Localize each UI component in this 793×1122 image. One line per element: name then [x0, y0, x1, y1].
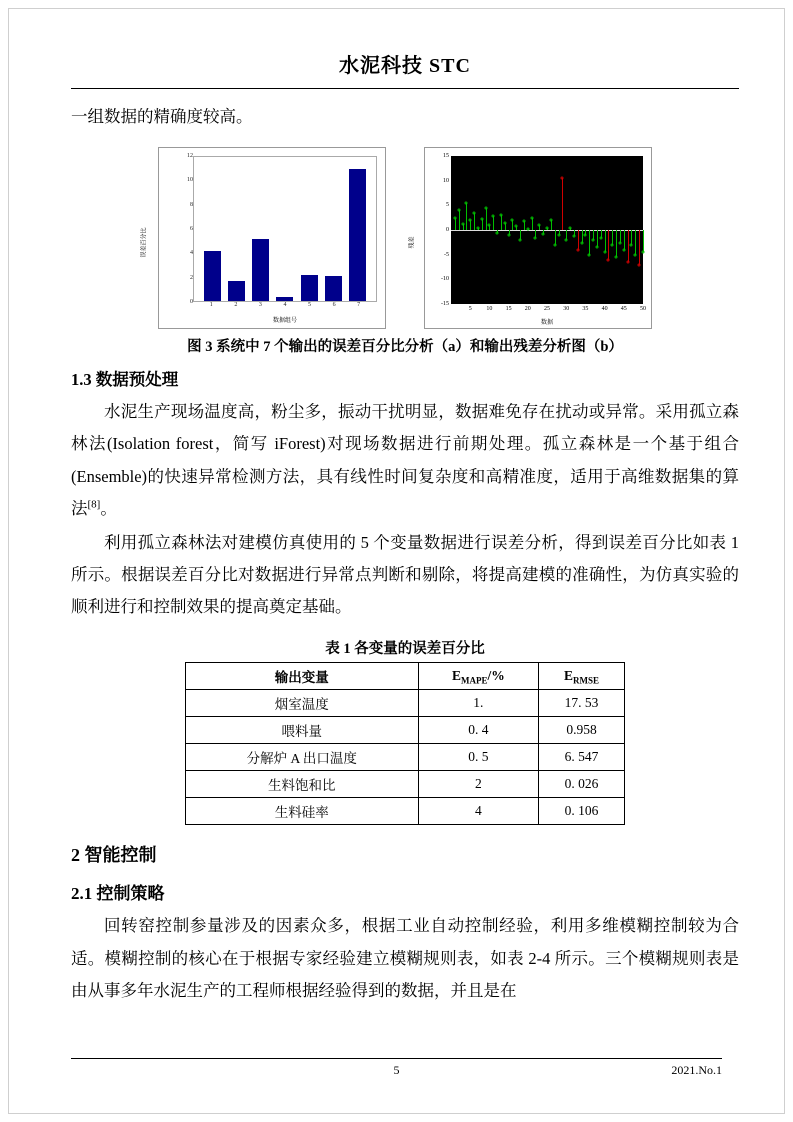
bar-xtick-4: 4 — [283, 302, 287, 309]
res-ytick-m10: -10 — [441, 276, 449, 283]
res-ytick-0: 0 — [446, 227, 449, 234]
residual-point — [453, 216, 456, 219]
figure-b-residual-chart — [409, 147, 652, 329]
cell-rmse: 0. 106 — [539, 798, 625, 825]
residual-stem — [616, 230, 617, 257]
cell-mape: 1. — [418, 690, 539, 717]
paragraph-3: 回转窑控制参量涉及的因素众多，根据工业自动控制经验，利用多维模糊控制较为合适。模糊控制的核心在于根据专家经验建立模糊规则表，如表 2-4 所示。三个模糊规则表是由从事多年水泥生产的工程师根据经验得到的数据，并且是在 — [71, 916, 739, 1000]
residual-point — [611, 243, 614, 246]
res-xtick-10: 10 — [486, 306, 493, 313]
table-1-title: 表 1 各变量的误差百分比 — [325, 641, 485, 658]
residual-point — [538, 224, 541, 227]
bar-ytick-12: 12 — [187, 153, 193, 160]
residual-point — [530, 216, 533, 219]
cell-variable: 烟室温度 — [186, 690, 419, 717]
cell-mape: 0. 5 — [418, 744, 539, 771]
residual-point — [522, 220, 525, 223]
residual-point — [557, 234, 560, 237]
residual-point — [457, 209, 460, 212]
cell-rmse: 17. 53 — [539, 690, 625, 717]
residual-stem — [493, 216, 494, 230]
res-ytick-10: 10 — [443, 177, 449, 184]
section-2-heading: 2 智能控制 — [71, 845, 157, 866]
residual-point — [569, 226, 572, 229]
residual-point — [519, 239, 522, 242]
bar-7 — [349, 169, 366, 301]
residual-point — [572, 235, 575, 238]
bar-chart-plot-area — [193, 156, 377, 302]
figure-caption: 图 3 系统中 7 个输出的误差百分比分析（a）和输出残差分析图（b） — [187, 339, 623, 356]
page-content — [71, 49, 739, 1009]
residual-stem — [578, 230, 579, 250]
bar-4 — [276, 297, 293, 301]
residual-stem — [459, 210, 460, 230]
residual-point — [484, 206, 487, 209]
residual-plot-area — [451, 156, 643, 304]
bar-5 — [301, 275, 318, 301]
residual-point — [515, 225, 518, 228]
residual-point — [622, 248, 625, 251]
res-ytick-m15: -15 — [441, 301, 449, 308]
footer-divider — [71, 1058, 722, 1059]
residual-point — [630, 243, 633, 246]
bar-xtick-1: 1 — [209, 302, 213, 309]
residual-point — [553, 243, 556, 246]
paragraph-1-end: 。 — [100, 498, 117, 518]
cell-variable: 喂料量 — [186, 717, 419, 744]
residual-chart — [409, 147, 652, 329]
residual-point — [473, 211, 476, 214]
bar-series — [194, 157, 376, 301]
table-row — [186, 744, 625, 771]
table-row — [186, 690, 625, 717]
bar-chart-xlabel: 数据组号 — [272, 318, 297, 325]
residual-point — [499, 214, 502, 217]
residual-stem — [589, 230, 590, 255]
residual-point — [607, 258, 610, 261]
bar-1 — [204, 251, 221, 301]
residual-point — [634, 253, 637, 256]
res-xtick-35: 35 — [582, 306, 589, 313]
bar-xtick-6: 6 — [332, 302, 336, 309]
bar-ytick-4: 4 — [190, 250, 193, 257]
residual-stem — [628, 230, 629, 262]
residual-point — [476, 226, 479, 229]
residual-point — [626, 261, 629, 264]
cell-variable: 分解炉 A 出口温度 — [186, 744, 419, 771]
residual-stem — [624, 230, 625, 250]
bar-ytick-2: 2 — [190, 274, 193, 281]
bar-ytick-0: 0 — [190, 299, 193, 306]
residual-stem — [482, 219, 483, 230]
residual-stem — [639, 230, 640, 265]
residual-point — [488, 224, 491, 227]
residual-point — [603, 251, 606, 254]
paragraph-2: 利用孤立森林法对建模仿真使用的 5 个变量数据进行误差分析，得到误差百分比如表 1 所示。根据误差百分比对数据进行异常点判断和剔除，将提高建模的准确性，为仿真实验的顺利进行和控制效果的提高奠定基础。 — [71, 532, 739, 617]
footer-row — [71, 1063, 722, 1079]
rmse-sub: RMSE — [573, 675, 600, 686]
residual-point — [496, 231, 499, 234]
residual-stem — [562, 178, 563, 230]
section-1-3-heading: 1.3 数据预处理 — [71, 370, 179, 390]
residual-point — [599, 236, 602, 239]
residual-stem — [643, 230, 644, 252]
residual-point — [492, 215, 495, 218]
table-header-row — [186, 663, 625, 690]
table-row — [186, 717, 625, 744]
col-header-rmse — [539, 663, 625, 690]
res-ytick-m5: -5 — [444, 251, 449, 258]
residual-stem — [501, 215, 502, 230]
residual-point — [480, 218, 483, 221]
residual-chart-y-ticks — [431, 153, 449, 308]
cell-rmse: 0. 026 — [539, 771, 625, 798]
mape-unit: /% — [487, 667, 505, 683]
residual-point — [511, 219, 514, 222]
figure-group — [71, 147, 739, 329]
cell-rmse: 0.958 — [539, 717, 625, 744]
residual-chart-x-ticks — [451, 306, 646, 315]
bar-xtick-3: 3 — [258, 302, 262, 309]
residual-point — [580, 241, 583, 244]
bar-6 — [325, 276, 342, 301]
cell-rmse: 6. 547 — [539, 744, 625, 771]
header-divider — [71, 88, 739, 89]
bar-ytick-6: 6 — [190, 226, 193, 233]
page-footer — [71, 1058, 722, 1079]
bar-xtick-7: 7 — [357, 302, 361, 309]
residual-stem — [466, 203, 467, 230]
residual-point — [534, 236, 537, 239]
residual-point — [592, 239, 595, 242]
residual-point — [461, 223, 464, 226]
residual-point — [642, 251, 645, 254]
residual-point — [595, 246, 598, 249]
cell-variable: 生料饱和比 — [186, 771, 419, 798]
res-xtick-15: 15 — [505, 306, 512, 313]
residual-chart-xlabel: 数据 — [540, 320, 553, 327]
cell-mape: 2 — [418, 771, 539, 798]
residual-point — [507, 234, 510, 237]
paragraph-1 — [71, 396, 739, 525]
res-ytick-5: 5 — [446, 202, 449, 209]
residual-stem — [635, 230, 636, 255]
residual-point — [615, 256, 618, 259]
rmse-e: E — [564, 667, 574, 683]
intro-line: 一组数据的精确度较高。 — [71, 107, 253, 126]
bar-2 — [228, 281, 245, 301]
res-xtick-30: 30 — [563, 306, 570, 313]
residual-stem — [532, 218, 533, 230]
res-xtick-25: 25 — [544, 306, 550, 313]
residual-stem — [474, 213, 475, 230]
bar-xtick-2: 2 — [234, 302, 238, 309]
bar-3 — [252, 239, 269, 301]
col-header-mape — [418, 663, 539, 690]
residual-chart-ylabel: 残差 — [409, 236, 416, 249]
residual-stem — [455, 218, 456, 230]
figure-a-bar-chart — [141, 147, 386, 329]
paragraph-1-text: 水泥生产现场温度高，粉尘多，振动干扰明显，数据难免存在扰动或异常。采用孤立森林法(Isolation forest，简写 iForest)对现场数据进行前期处理。孤立森林是一个基于组合(Ensemble)的快速异常检测方法，具有线性时间复杂度和高精准度，适用于高维数据集的算法 — [71, 402, 739, 518]
residual-stem — [608, 230, 609, 260]
bar-chart-ylabel: 误差百分比 — [141, 227, 148, 258]
res-xtick-40: 40 — [601, 306, 608, 313]
residual-stem — [486, 208, 487, 230]
error-percentage-table — [185, 662, 625, 825]
bar-ytick-10: 10 — [187, 177, 193, 184]
residual-stem — [597, 230, 598, 247]
residual-stem — [605, 230, 606, 252]
res-xtick-5: 5 — [468, 306, 472, 313]
residual-point — [549, 219, 552, 222]
res-ytick-15: 15 — [443, 153, 449, 160]
residual-point — [584, 234, 587, 237]
mape-e: E — [451, 667, 461, 683]
bar-xtick-5: 5 — [308, 302, 312, 309]
table-row — [186, 771, 625, 798]
page-number: 5 — [393, 1063, 400, 1077]
residual-point — [465, 202, 468, 205]
col-header-variable: 输出变量 — [186, 663, 419, 690]
bar-chart — [141, 147, 386, 329]
mape-sub: MAPE — [460, 675, 488, 686]
residual-point — [618, 241, 621, 244]
residual-point — [588, 253, 591, 256]
residual-point — [576, 248, 579, 251]
res-xtick-45: 45 — [620, 306, 627, 313]
bar-chart-y-ticks — [175, 153, 193, 306]
residual-point — [561, 177, 564, 180]
cell-mape: 0. 4 — [418, 717, 539, 744]
issue-label: 2021.No.1 — [671, 1063, 722, 1077]
cell-mape: 4 — [418, 798, 539, 825]
residual-point — [503, 221, 506, 224]
cell-variable: 生料硅率 — [186, 798, 419, 825]
residual-point — [469, 219, 472, 222]
residual-point — [546, 226, 549, 229]
bar-chart-x-ticks — [193, 302, 377, 312]
bar-ytick-8: 8 — [190, 201, 193, 208]
residual-point — [565, 239, 568, 242]
section-2-1-heading: 2.1 控制策略 — [71, 884, 165, 904]
res-xtick-20: 20 — [524, 306, 531, 313]
residual-point — [542, 233, 545, 236]
table-row — [186, 798, 625, 825]
citation-8: [8] — [87, 498, 101, 511]
zero-line — [451, 230, 643, 231]
page-sheet — [8, 8, 785, 1114]
residual-point — [638, 263, 641, 266]
res-xtick-50: 50 — [640, 306, 646, 313]
residual-point — [526, 228, 529, 231]
page-header-title: 水泥科技 STC — [339, 55, 471, 77]
